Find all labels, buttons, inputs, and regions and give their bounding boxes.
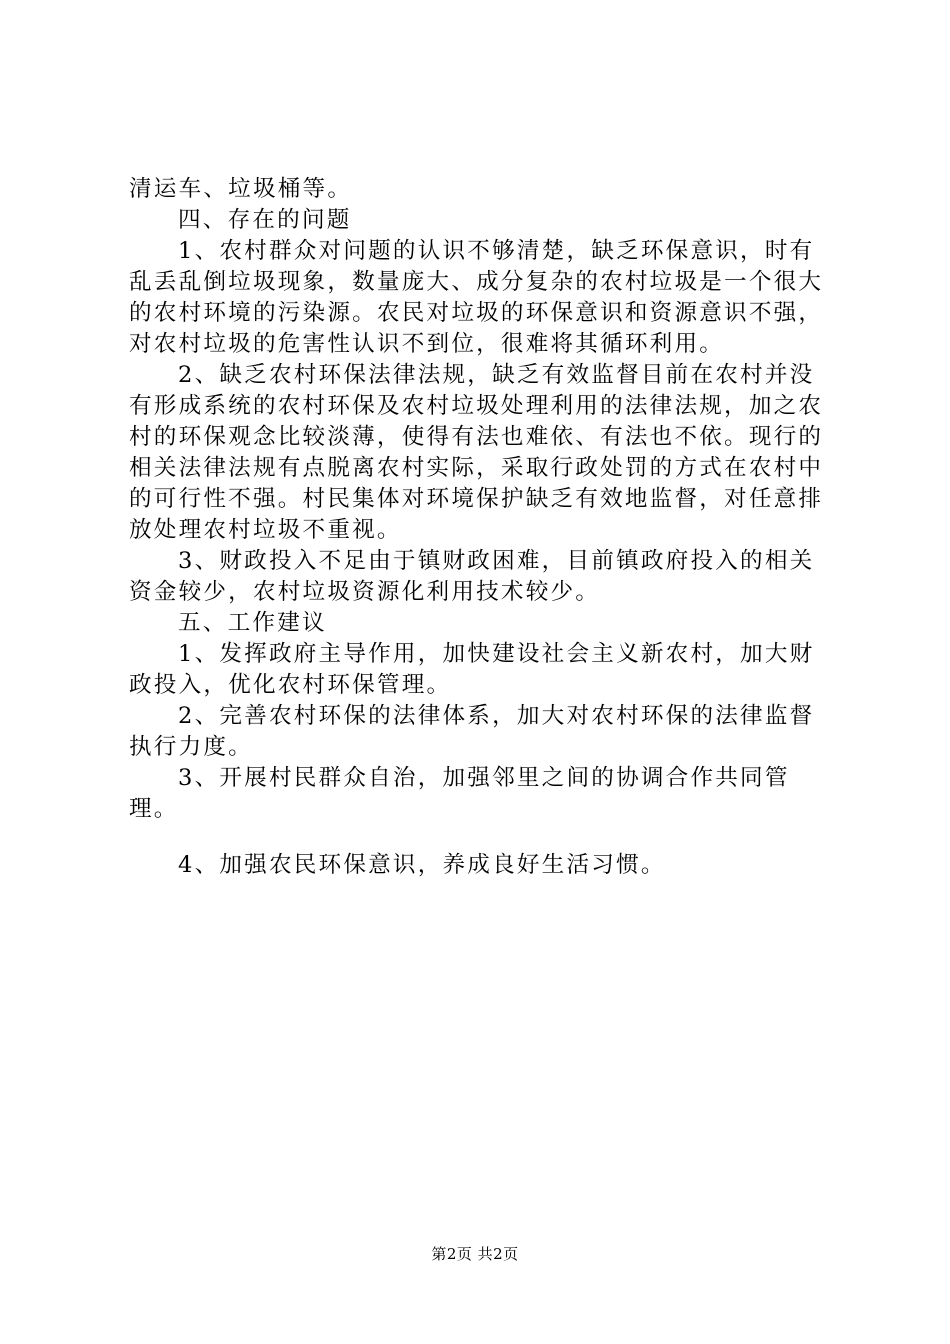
paragraph-suggestion-3: 3、开展村民群众自治，加强邻里之间的协调合作共同管理。 [129,765,790,822]
paragraph-problem-3: 3、财政投入不足由于镇财政困难，目前镇政府投入的相关资金较少，农村垃圾资源化利用技术较少。 [129,548,815,605]
page-footer: 第2页 共2页 [431,1245,519,1263]
paragraph-continuation: 清运车、垃圾桶等。 [129,176,353,202]
paragraph-problem-2: 2、缺乏农村环保法律法规，缺乏有效监督目前在农村并没有形成系统的农村环保及农村垃圾处理利用的法律法规，加之农村的环保观念比较淡薄，使得有法也难依、有法也不依。现行的相关法律法规有点脱离农村实际，采取行政处罚的方式在农村中的可行性不强。村民集体对环境保护缺乏有效地监督，对任意排放处理农村垃圾不重视。 [129,362,824,543]
document-body [129,174,829,881]
section-heading-problems: 四、存在的问题 [178,207,352,233]
section-heading-suggestions: 五、工作建议 [178,610,327,636]
paragraph-suggestion-2: 2、完善农村环保的法律体系，加大对农村环保的法律监督执行力度。 [129,703,815,760]
paragraph-suggestion-1: 1、发挥政府主导作用，加快建设社会主义新农村，加大财政投入，优化农村环保管理。 [129,641,815,698]
paragraph-problem-1: 1、农村群众对问题的认识不够清楚，缺乏环保意识，时有乱丢乱倒垃圾现象，数量庞大、成分复杂的农村垃圾是一个很大的农村环境的污染源。农民对垃圾的环保意识和资源意识不强，对农村垃圾的危害性认识不到位，很难将其循环利用。 [129,238,824,357]
paragraph-suggestion-4: 4、加强农民环保意识，养成良好生活习惯。 [178,852,666,878]
